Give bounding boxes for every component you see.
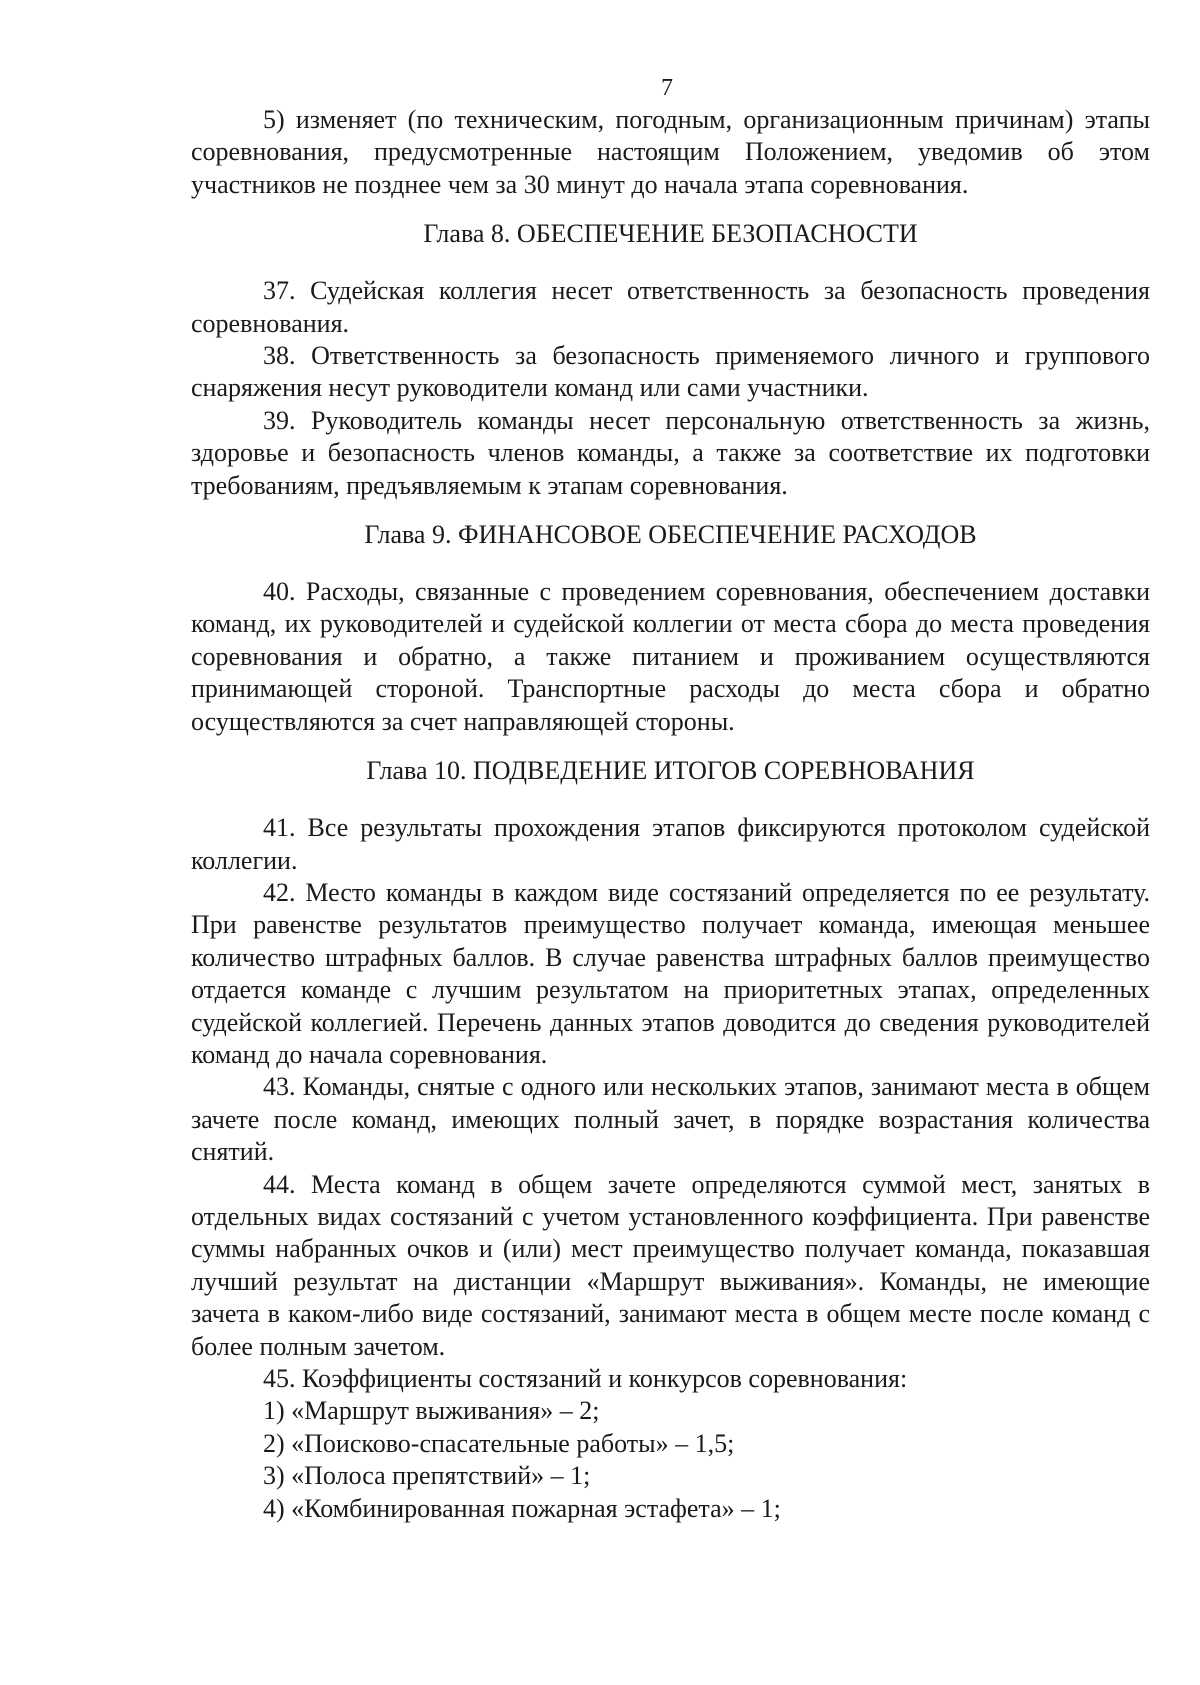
paragraph-41: 41. Все результаты прохождения этапов фиксируются протоколом судейской коллегии.	[191, 813, 1150, 875]
paragraph-5-item: 5) изменяет (по техническим, погодным, организационным причинам) этапы соревнования, предусмотренные настоящим Положением, уведомив об этом участников не позднее чем за 30 минут до начала этапа соревнования.	[191, 105, 1150, 199]
chapter-9-heading: Глава 9. ФИНАНСОВОЕ ОБЕСПЕЧЕНИЕ РАСХОДОВ	[364, 520, 977, 550]
list-item-2: 2) «Поисково-спасательные работы» – 1,5;	[263, 1428, 735, 1458]
paragraph-45: 45. Коэффициенты состязаний и конкурсов соревнования:	[263, 1364, 908, 1393]
chapter-8-heading: Глава 8. ОБЕСПЕЧЕНИЕ БЕЗОПАСНОСТИ	[423, 219, 918, 249]
paragraph-39: 39. Руководитель команды несет персональную ответственность за жизнь, здоровье и безопасность членов команды, а также за соответствие их подготовки требованиям, предъявляемым к этапам соревнования.	[191, 405, 1150, 500]
list-item-4: 4) «Комбинированная пожарная эстафета» – 1;	[263, 1493, 781, 1523]
page-number: 7	[661, 75, 673, 101]
paragraph-37: 37. Судейская коллегия несет ответственность за безопасность проведения соревнования.	[191, 276, 1150, 338]
list-item-1: 1) «Маршрут выживания» – 2;	[263, 1396, 600, 1426]
paragraph-44: 44. Места команд в общем зачете определяются суммой мест, занятых в отдельных видах состязаний с учетом установленного коэффициента. При равенстве суммы набранных очков и (или) мест преимущество получает команда, показавшая лучший результат на дистанции «Маршрут выживания». Команды, не имеющие зачета в каком-либо виде состязаний, занимают места в общем месте после команд с более полным зачетом.	[191, 1169, 1150, 1361]
paragraph-43: 43. Команды, снятые с одного или нескольких этапов, занимают места в общем зачете после команд, имеющих полный зачет, в порядке возрастания количества снятий.	[191, 1072, 1150, 1167]
paragraph-40: 40. Расходы, связанные с проведением соревнования, обеспечением доставки команд, их руководителей и судейской коллегии от места сбора до места проведения соревнования и обратно, а также питанием и проживанием осуществляются принимающей стороной. Транспортные расходы до места сбора и обратно осуществляются за счет направляющей стороны.	[191, 577, 1150, 736]
paragraph-38: 38. Ответственность за безопасность применяемого личного и группового снаряжения несут руководители команд или сами участники.	[191, 341, 1150, 403]
paragraph-42: 42. Место команды в каждом виде состязаний определяется по ее результату. При равенстве результатов преимущество получает команда, имеющая меньшее количество штрафных баллов. В случае равенства штрафных баллов преимущество отдается команде с лучшим результатом на приоритетных этапах, определенных судейской коллегией. Перечень данных этапов доводится до сведения руководителей команд до начала соревнования.	[191, 877, 1150, 1069]
document-body	[191, 104, 1150, 1525]
chapter-10-heading: Глава 10. ПОДВЕДЕНИЕ ИТОГОВ СОРЕВНОВАНИЯ	[366, 756, 975, 786]
list-item-3: 3) «Полоса препятствий» – 1;	[263, 1461, 591, 1491]
